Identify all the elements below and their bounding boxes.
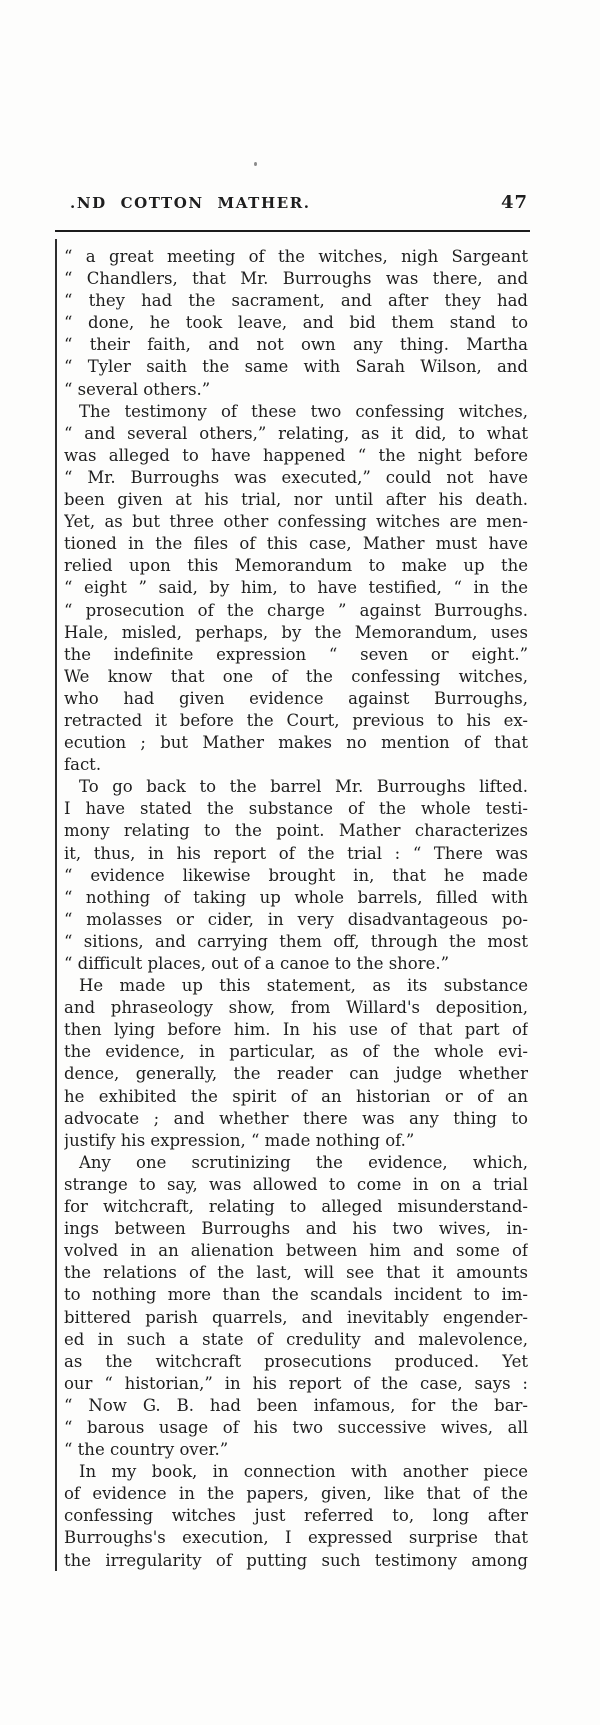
text-line: “ done, he took leave, and bid them stand to: [64, 313, 528, 333]
text-line: bittered parish quarrels, and inevitably engender-: [64, 1307, 528, 1327]
text-line: “ a great meeting of the witches, nigh Sargeant: [64, 247, 528, 266]
text-line: to nothing more than the scandals incident to im-: [64, 1285, 528, 1305]
text-line: “ several others.”: [64, 379, 211, 399]
scan-speck: [254, 162, 257, 166]
text-line: our “ historian,” in his report of the case, says :: [64, 1373, 528, 1393]
text-line: Hale, misled, perhaps, by the Memorandum, uses: [64, 622, 528, 642]
text-line: In my book, in connection with another piece: [79, 1462, 528, 1482]
text-line: I have stated the substance of the whole testi-: [64, 799, 528, 819]
text-line: the indefinite expression “ seven or eight.”: [64, 644, 528, 664]
left-margin-rule: [55, 239, 57, 1571]
text-line: dence, generally, the reader can judge whether: [64, 1064, 528, 1084]
text-line: Yet, as but three other confessing witches are men-: [64, 512, 528, 532]
text-line: “ prosecution of the charge ” against Burroughs.: [64, 600, 528, 620]
text-line: “ Tyler saith the same with Sarah Wilson, and: [64, 357, 528, 377]
text-line: who had given evidence against Burroughs,: [64, 688, 528, 708]
text-line: “ Now G. B. had been infamous, for the bar-: [64, 1395, 528, 1415]
text-line: then lying before him. In his use of that part of: [64, 1020, 528, 1040]
text-line: “ nothing of taking up whole barrels, filled with: [64, 887, 528, 907]
text-line: “ they had the sacrament, and after they had: [64, 291, 528, 311]
text-line: He made up this statement, as its substance: [79, 976, 528, 996]
text-line: “ difficult places, out of a canoe to the shore.”: [64, 954, 450, 973]
text-line: “ their faith, and not own any thing. Martha: [64, 335, 528, 355]
text-line: justify his expression, “ made nothing of.”: [64, 1130, 415, 1150]
text-line: the evidence, in particular, as of the whole evi-: [64, 1042, 528, 1062]
text-line: “ the country over.”: [64, 1440, 229, 1460]
text-line: and phraseology show, from Willard's deposition,: [64, 998, 528, 1018]
text-line: ed in such a state of credulity and malevolence,: [64, 1329, 528, 1349]
text-line: ings between Burroughs and his two wives, in-: [64, 1219, 528, 1239]
text-line: advocate ; and whether there was any thing to: [64, 1108, 528, 1128]
page-header: [70, 192, 528, 213]
text-line: ecution ; but Mather makes no mention of that: [64, 733, 528, 753]
text-line: relied upon this Memorandum to make up the: [64, 556, 528, 576]
text-line: tioned in the files of this case, Mather must have: [64, 534, 528, 554]
text-line: “ molasses or cider, in very disadvantageous po-: [64, 909, 528, 929]
text-line: confessing witches just referred to, long after: [64, 1506, 528, 1526]
text-line: “ sitions, and carrying them off, through the most: [64, 931, 528, 951]
text-line: the irregularity of putting such testimony among: [64, 1550, 528, 1570]
text-line: it, thus, in his report of the trial : “ There was: [64, 843, 528, 863]
text-line: volved in an alienation between him and some of: [64, 1241, 528, 1261]
text-line: been given at his trial, nor until after his death.: [64, 490, 528, 510]
text-line: the relations of the last, will see that it amounts: [64, 1263, 528, 1283]
text-line: “ Chandlers, that Mr. Burroughs was there, and: [64, 269, 528, 289]
text-line: “ Mr. Burroughs was executed,” could not have: [64, 467, 528, 487]
text-line: “ evidence likewise brought in, that he made: [64, 865, 528, 885]
page-number: 47: [500, 192, 528, 213]
text-line: “ barous usage of his two successive wives, all: [64, 1417, 528, 1437]
text-line: was alleged to have happened “ the night before: [64, 445, 528, 465]
body-text: [64, 246, 528, 1572]
text-line: The testimony of these two confessing witches,: [79, 401, 528, 421]
text-line: retracted it before the Court, previous to his ex-: [64, 710, 528, 730]
text-line: of evidence in the papers, given, like that of the: [64, 1484, 528, 1504]
text-line: “ eight ” said, by him, to have testified, “ in the: [64, 578, 528, 598]
text-line: fact.: [64, 755, 102, 775]
text-line: Burroughs's execution, I expressed surprise that: [64, 1528, 528, 1548]
text-line: mony relating to the point. Mather characterizes: [64, 821, 528, 841]
text-line: he exhibited the spirit of an historian or of an: [64, 1086, 528, 1106]
header-rule: [55, 230, 530, 232]
text-line: Any one scrutinizing the evidence, which,: [79, 1152, 528, 1172]
text-line: “ and several others,” relating, as it did, to what: [64, 423, 528, 443]
text-line: strange to say, was allowed to come in on a trial: [64, 1174, 528, 1194]
running-title: .ND COTTON MATHER.: [70, 194, 311, 212]
text-line: for witchcraft, relating to alleged misunderstand-: [64, 1197, 528, 1217]
text-line: We know that one of the confessing witches,: [64, 666, 528, 686]
text-line: as the witchcraft prosecutions produced. Yet: [64, 1351, 528, 1371]
text-line: To go back to the barrel Mr. Burroughs lifted.: [79, 777, 528, 797]
